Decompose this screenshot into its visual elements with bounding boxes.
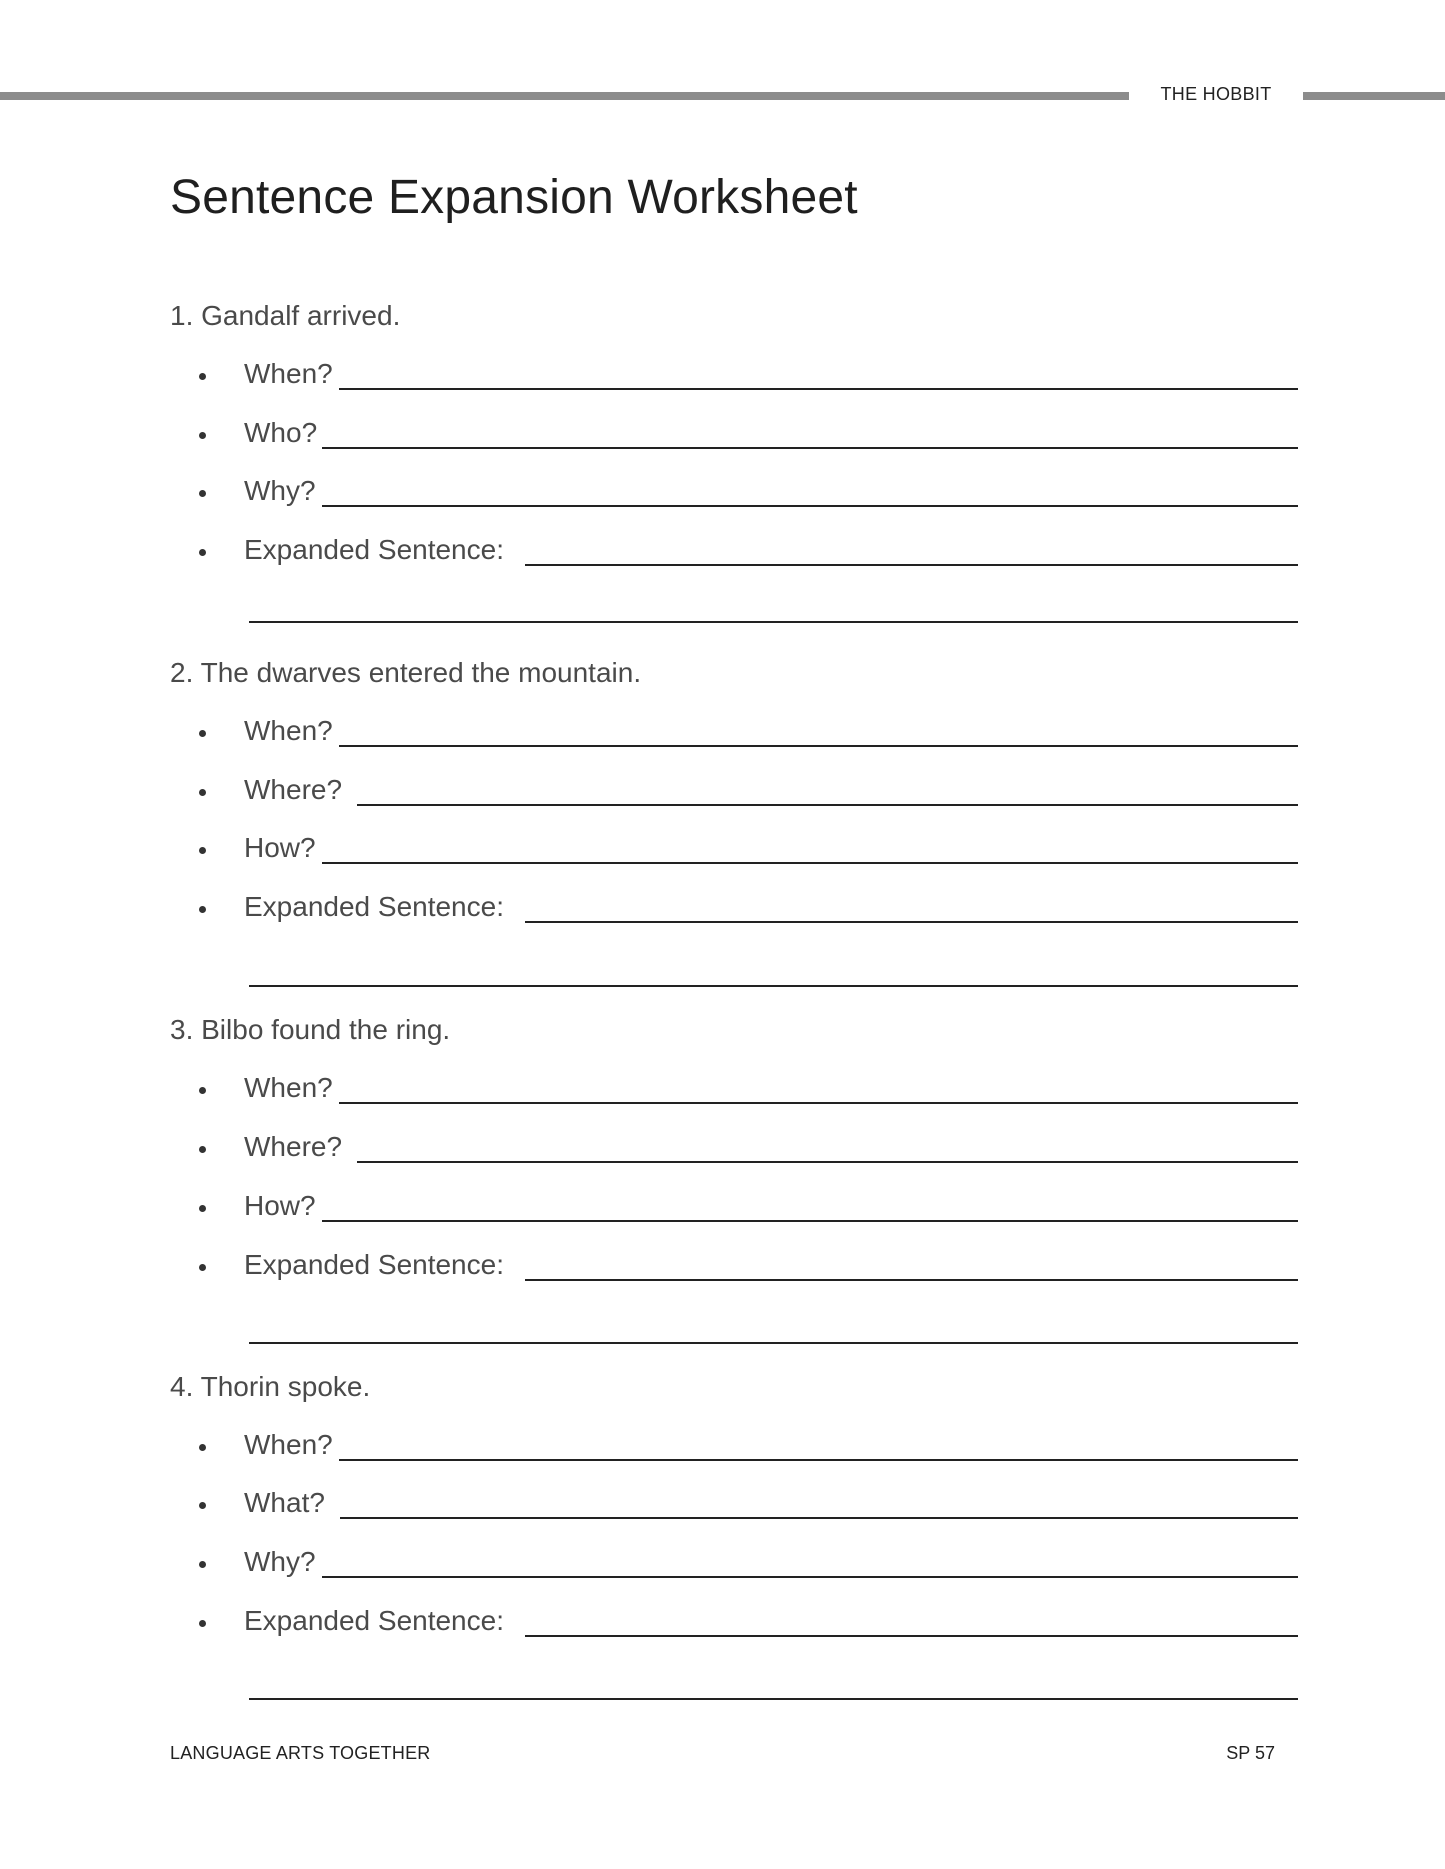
question-row	[0, 1489, 1445, 1529]
bullet-icon	[196, 1558, 208, 1570]
question-label: Expanded Sentence:	[244, 1605, 504, 1636]
header-rule-left	[0, 92, 1129, 100]
question-row	[0, 1607, 1445, 1647]
answer-line[interactable]	[322, 1576, 1298, 1578]
answer-line[interactable]	[322, 1220, 1298, 1222]
bullet-icon	[196, 1499, 208, 1511]
answer-line[interactable]	[357, 1161, 1298, 1163]
bullet-icon	[196, 487, 208, 499]
footer-page-number: SP 57	[1226, 1743, 1275, 1763]
question-label: What?	[244, 1487, 325, 1518]
question-label: When?	[244, 358, 333, 389]
question-label: Who?	[244, 417, 318, 448]
bullet-icon	[196, 370, 208, 382]
question-label: Where?	[244, 774, 343, 805]
question-row	[0, 893, 1445, 933]
bullet-icon	[196, 903, 208, 915]
header-label: THE HOBBIT	[1160, 84, 1272, 104]
section-prompt: 2. The dwarves entered the mountain.	[170, 657, 642, 688]
answer-line-continuation[interactable]	[249, 1698, 1298, 1700]
bullet-icon	[196, 1143, 208, 1155]
bullet-icon	[196, 1084, 208, 1096]
answer-line[interactable]	[525, 921, 1298, 923]
answer-line-continuation[interactable]	[249, 621, 1298, 623]
section-prompt: 1. Gandalf arrived.	[170, 300, 401, 331]
question-row	[0, 360, 1445, 400]
answer-line-continuation[interactable]	[249, 1342, 1298, 1344]
bullet-icon	[196, 727, 208, 739]
question-row	[0, 477, 1445, 517]
answer-line[interactable]	[322, 505, 1298, 507]
question-row	[0, 717, 1445, 757]
question-label: Expanded Sentence:	[244, 1249, 504, 1280]
question-row	[0, 536, 1445, 576]
answer-line[interactable]	[339, 1102, 1298, 1104]
question-row	[0, 1431, 1445, 1471]
question-label: Expanded Sentence:	[244, 891, 504, 922]
question-row	[0, 1251, 1445, 1291]
question-label: Expanded Sentence:	[244, 534, 504, 565]
bullet-icon	[196, 546, 208, 558]
question-row	[0, 834, 1445, 874]
header-rule-right	[1303, 92, 1445, 100]
answer-line[interactable]	[525, 1279, 1298, 1281]
bullet-icon	[196, 1441, 208, 1453]
question-row	[0, 776, 1445, 816]
bullet-icon	[196, 1202, 208, 1214]
question-label: When?	[244, 1429, 333, 1460]
answer-line[interactable]	[339, 388, 1298, 390]
question-label: When?	[244, 715, 333, 746]
bullet-icon	[196, 844, 208, 856]
answer-line[interactable]	[525, 564, 1298, 566]
footer-series-title: LANGUAGE ARTS TOGETHER	[170, 1743, 431, 1763]
page-title: Sentence Expansion Worksheet	[170, 171, 858, 224]
answer-line-continuation[interactable]	[249, 985, 1298, 987]
answer-line[interactable]	[322, 862, 1298, 864]
answer-line[interactable]	[322, 447, 1298, 449]
question-label: When?	[244, 1072, 333, 1103]
question-label: Why?	[244, 1546, 316, 1577]
question-label: How?	[244, 1190, 316, 1221]
bullet-icon	[196, 1617, 208, 1629]
question-row	[0, 1074, 1445, 1114]
answer-line[interactable]	[340, 1517, 1298, 1519]
answer-line[interactable]	[357, 804, 1298, 806]
question-row	[0, 1192, 1445, 1232]
bullet-icon	[196, 429, 208, 441]
question-row	[0, 419, 1445, 459]
question-label: How?	[244, 832, 316, 863]
answer-line[interactable]	[339, 745, 1298, 747]
question-row	[0, 1548, 1445, 1588]
answer-line[interactable]	[339, 1459, 1298, 1461]
bullet-icon	[196, 1261, 208, 1273]
question-label: Why?	[244, 475, 316, 506]
bullet-icon	[196, 786, 208, 798]
answer-line[interactable]	[525, 1635, 1298, 1637]
question-label: Where?	[244, 1131, 343, 1162]
question-row	[0, 1133, 1445, 1173]
section-prompt: 3. Bilbo found the ring.	[170, 1014, 451, 1045]
section-prompt: 4. Thorin spoke.	[170, 1371, 371, 1402]
